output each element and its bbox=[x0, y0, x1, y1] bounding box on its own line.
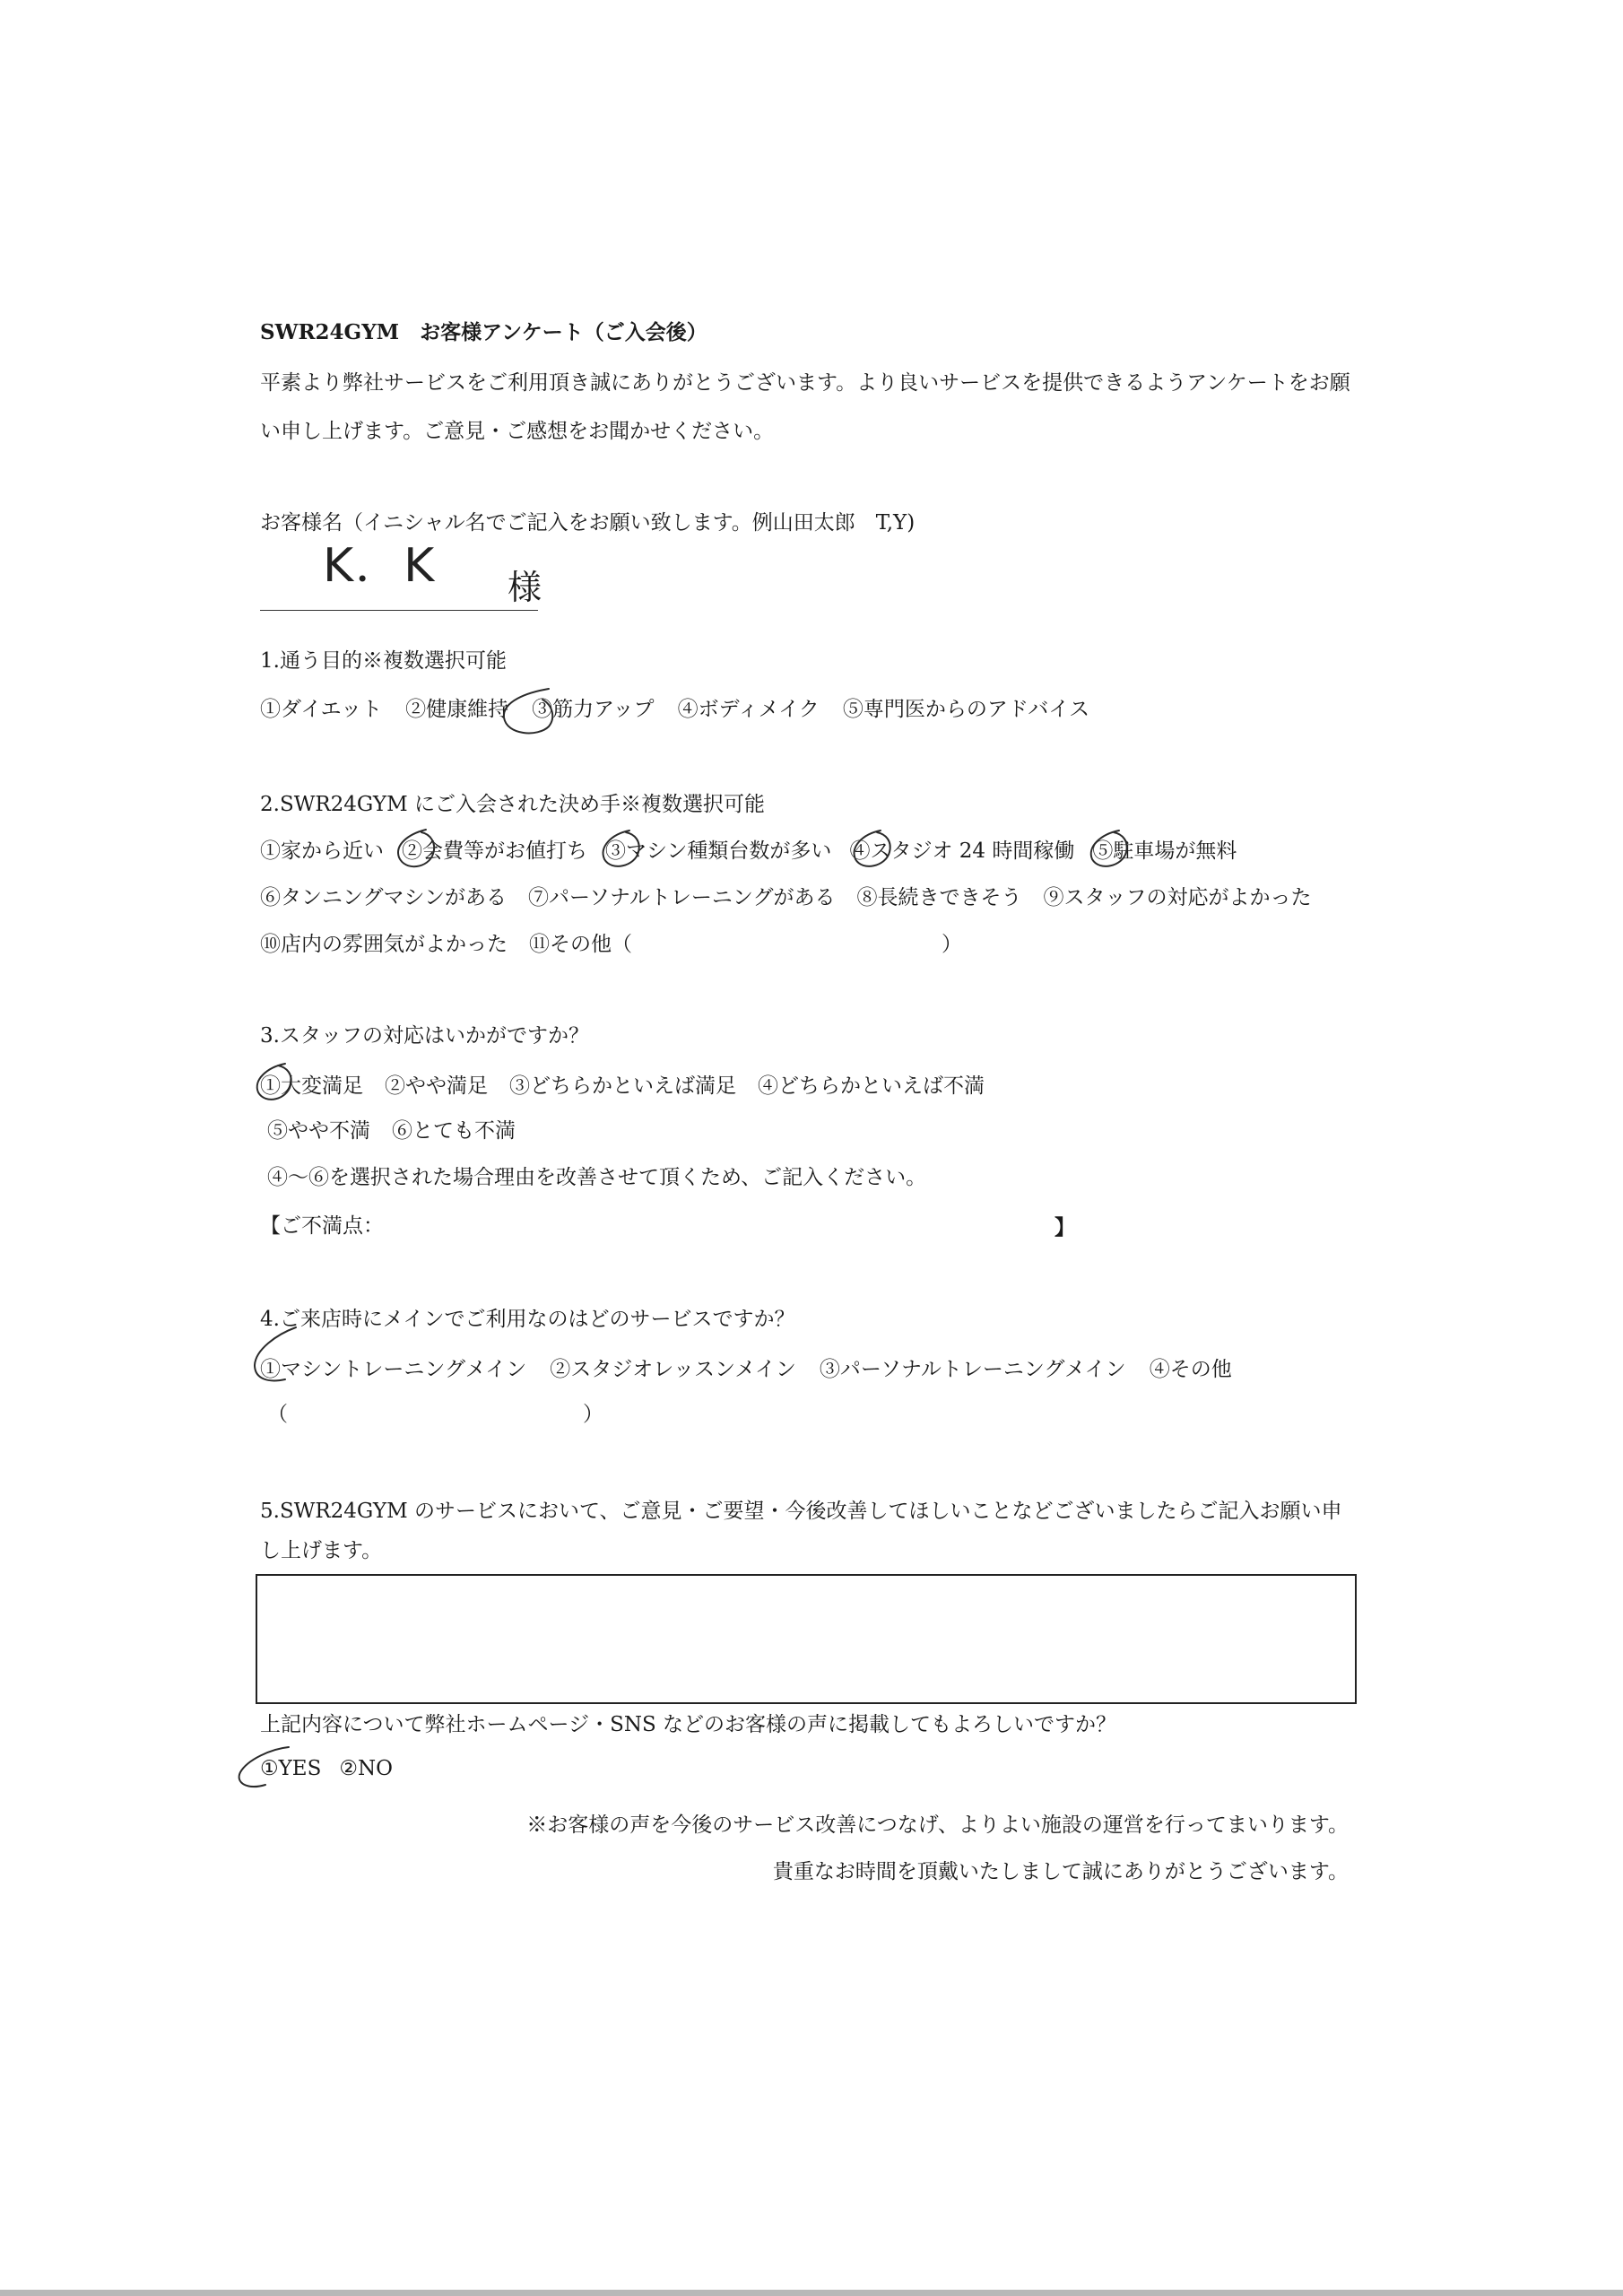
q3-option-1[interactable]: ①大変満足 bbox=[260, 1074, 363, 1098]
customer-name-suffix: 様 bbox=[508, 568, 542, 607]
q1-option-4[interactable]: ④ボディメイク bbox=[677, 698, 820, 721]
q3-options-row2 bbox=[267, 1118, 516, 1144]
customer-name-label: お客様名（イニシャル名でご記入をお願い致します。例山田太郎 T,Y) bbox=[260, 511, 916, 535]
q2-options-row2 bbox=[260, 884, 1311, 911]
q2-question: 2.SWR24GYM にご入会された決め手※複数選択可能 bbox=[260, 793, 765, 816]
q2-option-6[interactable]: ⑥タンニングマシンがある bbox=[260, 886, 507, 909]
q2-option-5[interactable]: ⑤駐車場が無料 bbox=[1092, 839, 1237, 863]
q5-question-line2: し上げます。 bbox=[260, 1539, 383, 1562]
intro-text-line2: い申し上げます。ご意見・ご感想をお聞かせください。 bbox=[260, 420, 775, 443]
q1-option-3[interactable]: ③筋力アップ bbox=[532, 698, 655, 721]
q4-question: 4.ご来店時にメインでご利用なのはどのサービスですか？ bbox=[260, 1308, 795, 1331]
q1-options bbox=[260, 696, 1089, 723]
q4-other-close: ） bbox=[583, 1403, 603, 1426]
q3-complaint-label[interactable]: 【ご不満点： bbox=[260, 1214, 384, 1238]
q4-options bbox=[260, 1356, 1232, 1383]
q1-option-5[interactable]: ⑤専門医からのアドバイス bbox=[842, 698, 1090, 721]
q3-option-6[interactable]: ⑥とても不満 bbox=[392, 1119, 516, 1143]
q2-option-9[interactable]: ⑨スタッフの対応がよかった bbox=[1043, 886, 1312, 909]
q3-option-4[interactable]: ④どちらかといえば不満 bbox=[758, 1074, 985, 1098]
intro-text-line1: 平素より弊社サービスをご利用頂き誠にありがとうございます。より良いサービスを提供できるようアンケートをお願 bbox=[260, 371, 1350, 395]
q1-option-2[interactable]: ②健康維持 bbox=[405, 698, 509, 721]
consent-question: 上記内容について弊社ホームページ・SNS などのお客様の声に掲載してもよろしいですか？ bbox=[260, 1713, 1117, 1736]
q2-option-2[interactable]: ②会費等がお値打ち bbox=[402, 839, 587, 863]
scan-edge-shading bbox=[0, 2290, 1623, 2296]
q2-option-7[interactable]: ⑦パーソナルトレーニングがある bbox=[527, 886, 836, 909]
q3-question: 3.スタッフの対応はいかがですか？ bbox=[260, 1024, 589, 1048]
q2-option-8[interactable]: ⑧長続きできそう bbox=[856, 886, 1022, 909]
survey-title: SWR24GYM お客様アンケート（ご入会後） bbox=[260, 320, 707, 344]
consent-option-yes[interactable]: ①YES bbox=[260, 1757, 322, 1780]
q2-option-10[interactable]: ⑩店内の雰囲気がよかった bbox=[260, 933, 508, 956]
q4-option-4[interactable]: ④その他 bbox=[1149, 1358, 1232, 1381]
customer-name-handwritten[interactable]: K．K bbox=[323, 539, 437, 593]
q4-other-open[interactable]: （ bbox=[267, 1403, 288, 1426]
q3-reason-note: ④～⑥を選択された場合理由を改善させて頂くため、ご記入ください。 bbox=[267, 1166, 927, 1189]
consent-options bbox=[260, 1755, 393, 1782]
q2-other-close: ） bbox=[942, 933, 962, 956]
q5-question-line1: 5.SWR24GYM のサービスにおいて、ご意見・ご要望・今後改善してほしいことなどございましたらご記入お願い申 bbox=[260, 1500, 1342, 1523]
q4-option-1[interactable]: ①マシントレーニングメイン bbox=[260, 1358, 527, 1381]
consent-option-no[interactable]: ②NO bbox=[339, 1757, 393, 1780]
q3-complaint-close: 】 bbox=[1055, 1215, 1075, 1239]
q3-option-2[interactable]: ②やや満足 bbox=[385, 1074, 488, 1098]
q2-option-1[interactable]: ①家から近い bbox=[260, 839, 384, 863]
q4-option-3[interactable]: ③パーソナルトレーニングメイン bbox=[819, 1358, 1126, 1381]
footer-note: ※お客様の声を今後のサービス改善につなげ、よりよい施設の運営を行ってまいります。 bbox=[526, 1813, 1349, 1837]
q4-option-2[interactable]: ②スタジオレッスンメイン bbox=[550, 1358, 796, 1381]
customer-name-underline bbox=[260, 610, 538, 611]
q3-option-3[interactable]: ③どちらかといえば満足 bbox=[509, 1074, 736, 1098]
footer-thanks: 貴重なお時間を頂戴いたしまして誠にありがとうございます。 bbox=[772, 1860, 1349, 1883]
q2-option-3[interactable]: ③マシン種類台数が多い bbox=[605, 839, 832, 863]
q2-options-row1 bbox=[260, 838, 1237, 865]
q1-question: 1.通う目的※複数選択可能 bbox=[260, 649, 507, 673]
q3-options-row1 bbox=[260, 1073, 985, 1100]
q1-option-1[interactable]: ①ダイエット bbox=[260, 698, 383, 721]
q2-option-4[interactable]: ④スタジオ 24 時間稼働 bbox=[849, 839, 1075, 863]
q5-comment-box[interactable] bbox=[256, 1574, 1357, 1704]
q2-option-11[interactable]: ⑪その他（ bbox=[529, 933, 632, 956]
q3-option-5[interactable]: ⑤やや不満 bbox=[267, 1119, 370, 1143]
